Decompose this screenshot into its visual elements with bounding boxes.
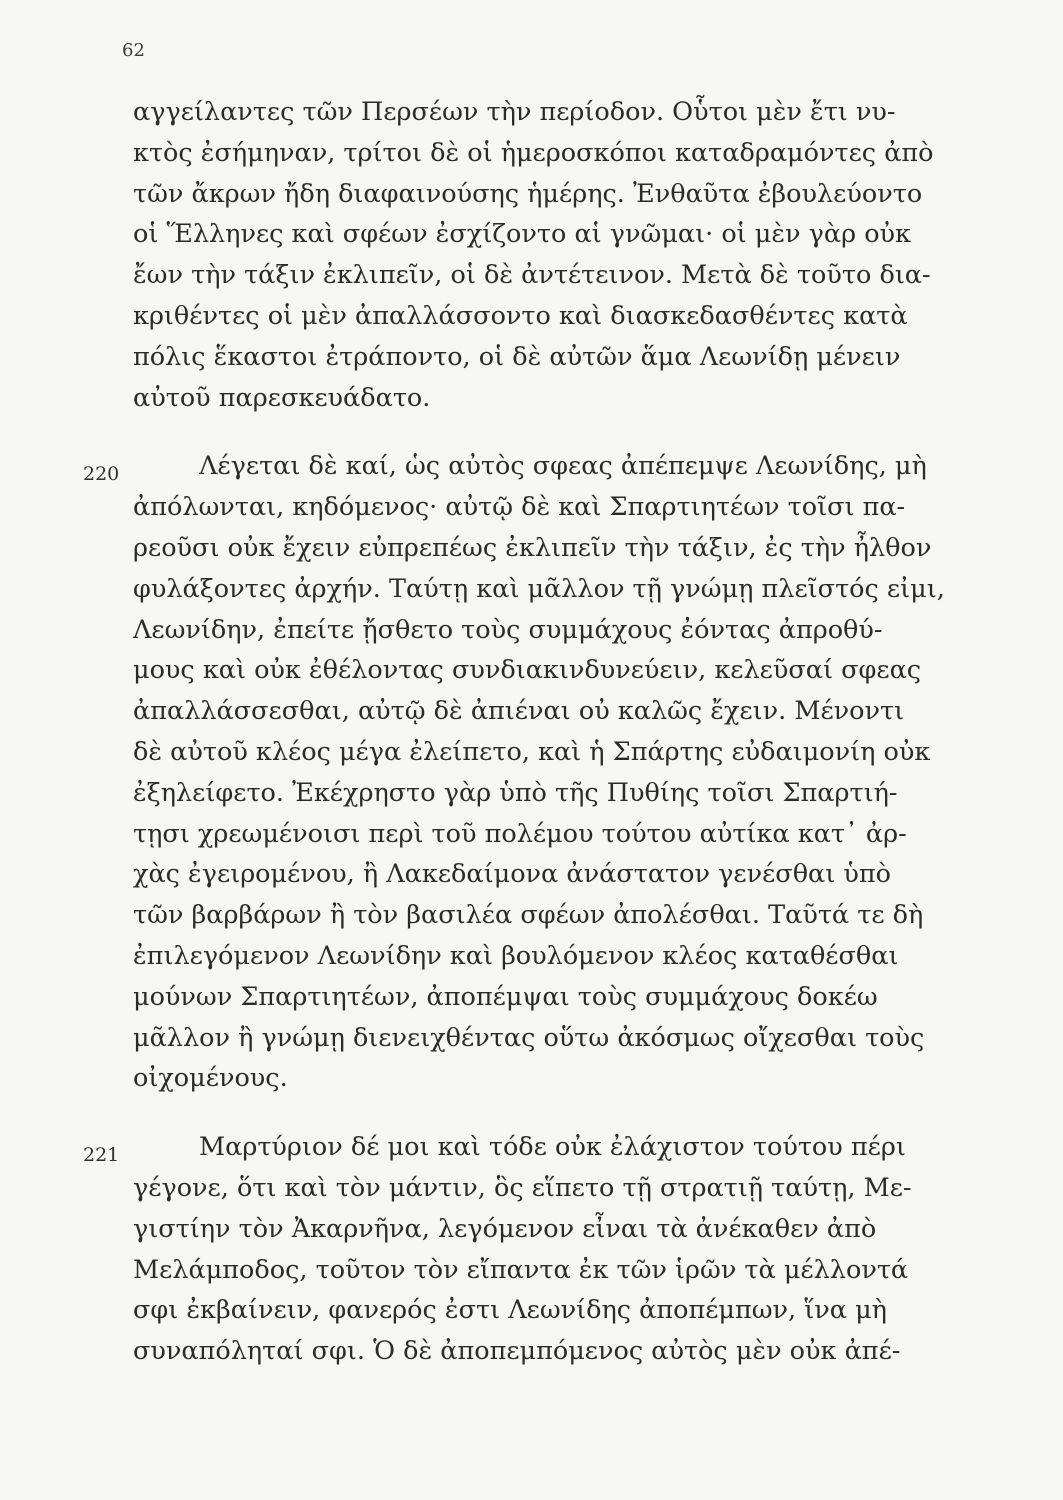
text-line: πόλις ἕκαστοι ἐτράποντο, οἱ δὲ αὐτῶν ἅμα Λεωνίδῃ μένειν — [133, 341, 901, 372]
text-line: χὰς ἐγειρομένου, ἢ Λακεδαίμονα ἀνάστατον γενέσθαι ὑπὸ — [133, 859, 891, 890]
text-line: δὲ αὐτοῦ κλέος μέγα ἐλείπετο, καὶ ἡ Σπάρτης εὐδαιμονίη οὐκ — [133, 736, 931, 767]
text-line: κριθέντες οἱ μὲν ἀπαλλάσσοντο καὶ διασκεδασθέντες κατὰ — [133, 300, 908, 331]
paragraph-gap — [133, 1099, 1013, 1127]
text-line: Λεωνίδην, ἐπείτε ᾔσθετο τοὺς συμμάχους ἐόντας ἀπροθύ- — [133, 614, 883, 645]
text-line: Μελάμποδος, τοῦτον τὸν εἴπαντα ἐκ τῶν ἱρῶν τὰ μέλλοντά — [133, 1254, 909, 1285]
text-line: αγγείλαντες τῶν Περσέων τὴν περίοδον. Οὗτοι μὲν ἔτι νυ- — [133, 97, 896, 127]
text-line: οἰχομένους. — [133, 1063, 288, 1094]
text-line: συναπόληταί σφι. Ὁ δὲ ἀποπεμπόμενος αὐτὸς μὲν οὐκ ἀπέ- — [133, 1336, 901, 1367]
text-line: γέγονε, ὅτι καὶ τὸν μάντιν, ὃς εἵπετο τῇ στρατιῇ ταύτῃ, Με- — [133, 1172, 912, 1203]
text-line: κτὸς ἐσήμηναν, τρίτοι δὲ οἱ ἡμεροσκόποι καταδραμόντες ἀπὸ — [133, 137, 934, 168]
opening-paragraph — [133, 92, 1013, 418]
page-number: 62 — [122, 40, 145, 61]
section-number: 221 — [83, 1144, 120, 1167]
text-line: ἀπόλωνται, κηδόμενος· αὐτῷ δὲ καὶ Σπαρτιητέων τοῖσι πα- — [133, 492, 906, 523]
section-number: 220 — [83, 463, 120, 486]
text-line: τῃσι χρεωμένοισι περὶ τοῦ πολέμου τούτου αὐτίκα κατ᾽ ἀρ- — [133, 818, 907, 849]
text-line: τῶν ἄκρων ἤδη διαφαινούσης ἡμέρης. Ἐνθαῦτα ἐβουλεύοντο — [133, 178, 923, 209]
text-line: μᾶλλον ἢ γνώμῃ διενειχθέντας οὕτω ἀκόσμως οἴχεσθαι τοὺς — [133, 1022, 925, 1053]
text-line: αὐτοῦ παρεσκευάδατο. — [133, 382, 431, 413]
text-line: οἱ Ἕλληνες καὶ σφέων ἐσχίζοντο αἱ γνῶμαι· οἱ μὲν γὰρ οὐκ — [133, 219, 911, 250]
text-line: γιστίην τὸν Ἀκαρνῆνα, λεγόμενον εἶναι τὰ ἀνέκαθεν ἀπὸ — [133, 1213, 877, 1244]
text-line: Λέγεται δὲ καί, ὡς αὐτὸς σφεας ἀπέπεμψε Λεωνίδης, μὴ — [199, 451, 927, 482]
text-line: μούνων Σπαρτιητέων, ἀποπέμψαι τοὺς συμμάχους δοκέω — [133, 981, 878, 1012]
text-line: ἔων τὴν τάξιν ἐκλιπεῖν, οἱ δὲ ἀντέτεινον. Μετὰ δὲ τοῦτο δια- — [133, 260, 931, 291]
section-220 — [83, 446, 1013, 1099]
text-line: μους καὶ οὐκ ἐθέλοντας συνδιακινδυνεύειν, κελεῦσαί σφεας — [133, 655, 922, 686]
text-line: ἀπαλλάσσεσθαι, αὐτῷ δὲ ἀπιέναι οὐ καλῶς ἔχειν. Μένοντι — [133, 696, 905, 727]
text-line: φυλάξοντες ἀρχήν. Ταύτῃ καὶ μᾶλλον τῇ γνώμῃ πλεῖστός εἰμι, — [133, 573, 945, 604]
body-text — [83, 92, 1013, 1372]
text-line: ἐξηλείφετο. Ἐκέχρηστο γὰρ ὑπὸ τῆς Πυθίης τοῖσι Σπαρτιή- — [133, 777, 898, 808]
section-221 — [83, 1127, 1013, 1372]
paragraph-gap — [133, 418, 1013, 446]
text-line: Μαρτύριον δέ μοι καὶ τόδε οὐκ ἐλάχιστον τούτου πέρι — [199, 1132, 906, 1163]
text-line: σφι ἐκβαίνειν, φανερός ἐστι Λεωνίδης ἀποπέμπων, ἵνα μὴ — [133, 1295, 887, 1326]
text-line: ἐπιλεγόμενον Λεωνίδην καὶ βουλόμενον κλέος καταθέσθαι — [133, 940, 899, 971]
text-line: ρεοῦσι οὐκ ἔχειν εὐπρεπέως ἐκλιπεῖν τὴν τάξιν, ἐς τὴν ἦλθον — [133, 532, 932, 563]
text-line: τῶν βαρβάρων ἢ τὸν βασιλέα σφέων ἀπολέσθαι. Ταῦτά τε δὴ — [133, 900, 924, 931]
